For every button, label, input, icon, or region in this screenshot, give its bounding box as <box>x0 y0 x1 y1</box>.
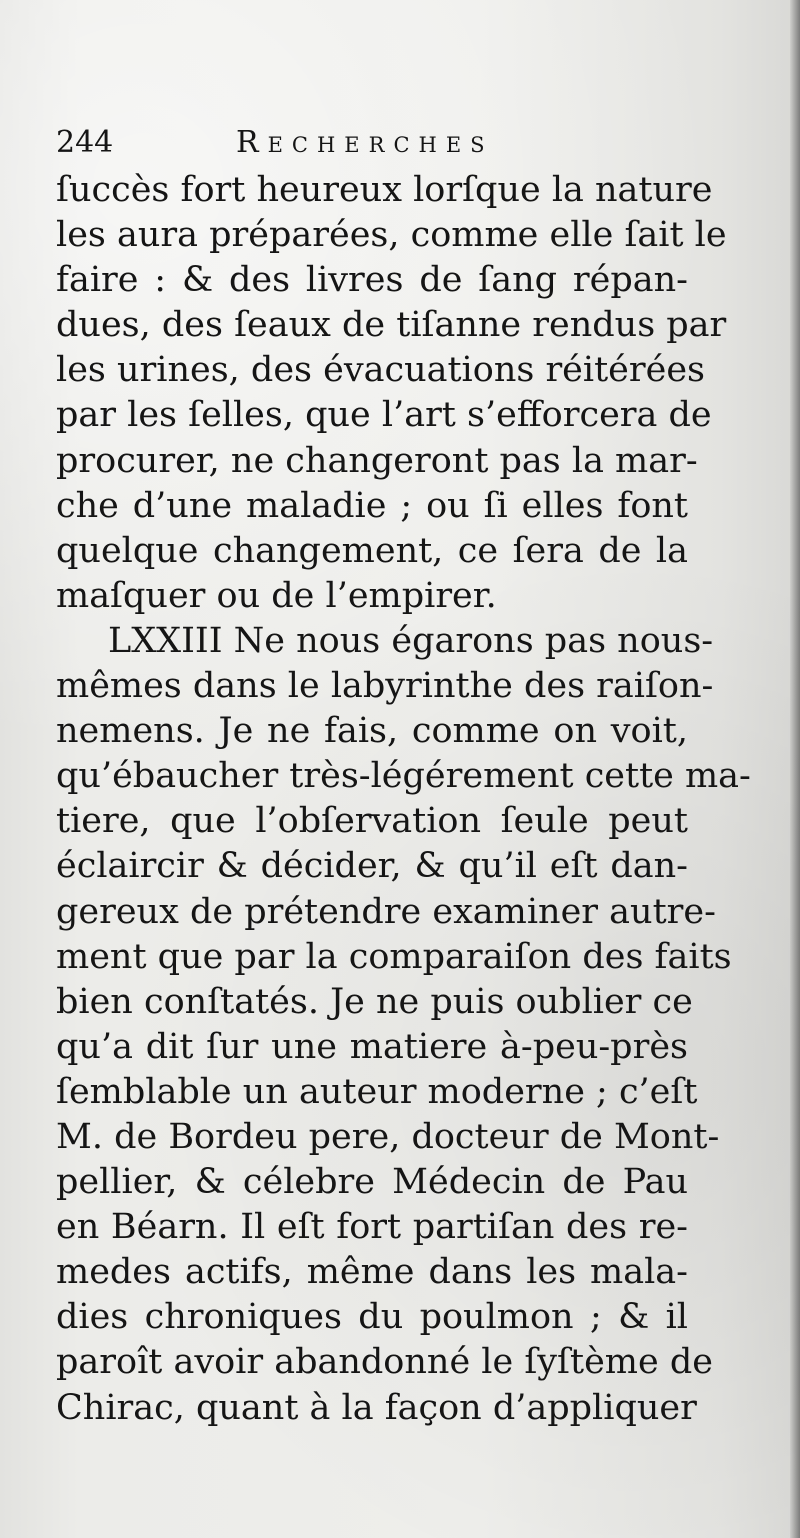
text-line-15: tiere, que l’obſervation ſeule peut <box>56 801 688 842</box>
text-line-4: dues, des ſeaux de tiſanne rendus par <box>56 305 727 346</box>
page-number: 244 <box>56 125 114 160</box>
body-text <box>56 168 751 1431</box>
text-line-1: ſuccès fort heureux lorſque la nature <box>56 170 713 210</box>
text-line-26: dies chroniques du poulmon ; & il <box>56 1297 688 1338</box>
text-line-17: gereux de prétendre examiner autre- <box>56 891 716 932</box>
text-line-19: bien conſtatés. Je ne puis oublier ce <box>56 981 693 1022</box>
text-line-7: procurer, ne changeront pas la mar- <box>56 440 698 481</box>
text-line-20: qu’a dit ſur une matiere à-peu-près <box>56 1026 688 1067</box>
text-line-21: ſemblable un auteur moderne ; c’eſt <box>56 1071 698 1112</box>
text-line-25: medes actifs, même dans les mala- <box>56 1252 688 1293</box>
text-line-18: ment que par la comparaiſon des faits <box>56 936 732 977</box>
page-header <box>56 126 688 168</box>
text-line-16: éclaircir & décider, & qu’il eſt dan- <box>56 846 688 887</box>
text-line-28: Chirac, quant à la façon d’appliquer <box>56 1387 697 1428</box>
page-edge-shadow <box>790 0 800 1538</box>
text-line-11: LXXIII Ne nous égarons pas nous- <box>108 620 714 661</box>
text-line-24: en Béarn. Il eſt fort partiſan des re- <box>56 1207 688 1248</box>
text-line-2: les aura préparées, comme elle ſait le <box>56 215 727 256</box>
text-line-23: pellier, & célebre Médecin de Pau <box>56 1162 688 1203</box>
text-line-27: paroît avoir abandonné le ſyſtème de <box>56 1342 713 1383</box>
running-head: Recherches <box>236 125 494 160</box>
text-line-9: quelque changement, ce ſera de la <box>56 530 688 571</box>
text-line-10: maſquer ou de l’empirer. <box>56 575 497 616</box>
text-line-5: les urines, des évacuations réitérées <box>56 350 705 391</box>
text-line-8: che d’une maladie ; ou ſi elles font <box>56 485 688 526</box>
text-line-14: qu’ébaucher très-légérement cette ma- <box>56 756 751 797</box>
text-line-3: faire : & des livres de ſang répan- <box>56 260 688 301</box>
text-line-6: par les ſelles, que l’art s’efforcera de <box>56 395 712 436</box>
page-text-block <box>56 125 751 1431</box>
text-line-13: nemens. Je ne fais, comme on voit, <box>56 711 688 752</box>
text-line-22: M. de Bordeu pere, docteur de Mont- <box>56 1116 720 1157</box>
text-line-12: mêmes dans le labyrinthe des raiſon- <box>56 666 714 707</box>
